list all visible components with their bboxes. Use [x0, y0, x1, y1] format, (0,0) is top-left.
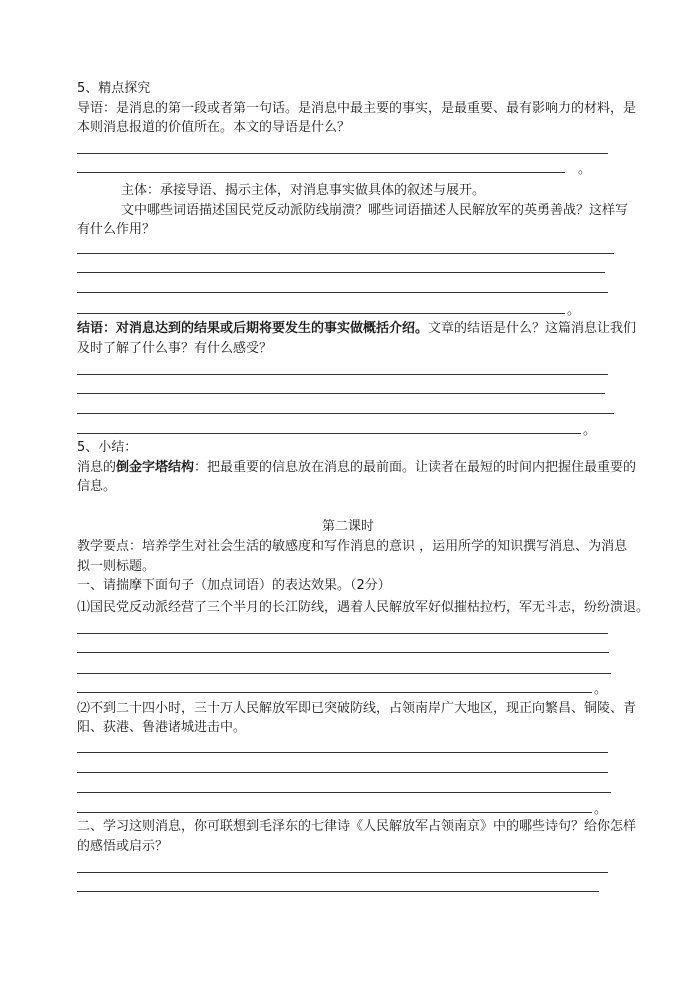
answer-line[interactable]	[77, 891, 599, 892]
lesson-title: 第二课时	[321, 519, 374, 534]
answer-line[interactable]	[77, 692, 592, 693]
answer-line[interactable]	[77, 633, 608, 634]
question-2-line2: 的感悟或启示？	[77, 839, 169, 854]
answer-line[interactable]	[77, 673, 611, 674]
body-question-line2: 有什么作用？	[77, 222, 156, 237]
period-mark: 。	[594, 802, 608, 817]
question-1-sentence-1: ⑴国民党反动派经营了三个半月的长江防线，遇着人民解放军好似摧枯拉朽，军无斗志，纷纷溃退。	[77, 600, 650, 615]
period-mark: 。	[578, 162, 592, 177]
answer-line[interactable]	[77, 433, 581, 434]
answer-line[interactable]	[77, 292, 608, 293]
answer-line[interactable]	[77, 272, 605, 273]
answer-line[interactable]	[77, 752, 608, 753]
conclusion-definition: 结语：对消息达到的结果或后期将要发生的事实做概括介绍。	[77, 321, 429, 336]
answer-line[interactable]	[77, 393, 605, 394]
period-mark: 。	[583, 423, 597, 438]
question-2-line1: 二、学习这则消息，你可联想到毛泽东的七律诗《人民解放军占领南京》中的哪些诗句？给你怎样	[77, 819, 637, 834]
inverted-pyramid-term: 倒金字塔结构	[116, 460, 195, 475]
section-heading-explore: 5、精点探究	[77, 81, 151, 96]
summary-heading: 5、小结：	[77, 440, 138, 455]
lead-definition-line1: 导语：是消息的第一段或者第一句话。是消息中最主要的事实，是最重要、最有影响力的材料，是	[77, 101, 637, 116]
question-1-sentence-2-line2: 阳、荻港、鲁港诸城进击中。	[77, 720, 247, 735]
answer-line[interactable]	[77, 812, 592, 813]
answer-line[interactable]	[77, 374, 608, 375]
answer-line[interactable]	[77, 153, 608, 154]
teaching-points-line1: 教学要点：培养学生对社会生活的敏感度和写作消息的意识 ，运用所学的知识撰写消息、为消息	[77, 539, 628, 554]
question-1: 一、请揣摩下面句子（加点词语）的表达效果。（2分）	[77, 578, 391, 593]
period-mark: 。	[567, 303, 581, 318]
period-mark: 。	[594, 682, 608, 697]
answer-line[interactable]	[77, 652, 609, 653]
answer-line[interactable]	[77, 792, 611, 793]
answer-line[interactable]	[77, 313, 565, 314]
body-question-line1: 文中哪些词语描述国民党反动派防线崩溃？哪些词语描述人民解放军的英勇善战？这样写	[121, 203, 629, 218]
conclusion-question: 文章的结语是什么？这篇消息让我们	[428, 321, 637, 336]
answer-line[interactable]	[77, 872, 608, 873]
lead-definition-line2: 本则消息报道的价值所在。本文的导语是什么？	[77, 120, 351, 135]
question-1-sentence-2-line1: ⑵不到二十四小时，三十万人民解放军即已突破防线，占领南岸广大地区，现正向繁昌、铜陵、青	[77, 701, 637, 716]
answer-line[interactable]	[77, 253, 614, 254]
answer-line[interactable]	[77, 413, 614, 414]
teaching-points-line2: 拟一则标题。	[77, 559, 156, 574]
conclusion-line1	[77, 321, 636, 337]
body-definition: 主体：承接导语、揭示主体，对消息事实做具体的叙述与展开。	[121, 183, 486, 198]
answer-line[interactable]	[77, 172, 565, 173]
summary-line1: 消息的倒金字塔结构：把最重要的信息放在消息的最前面。让读者在最短的时间内把握住最重要的	[77, 460, 637, 475]
conclusion-line2: 及时了解了什么事？有什么感受？	[77, 341, 273, 356]
answer-line[interactable]	[77, 772, 608, 773]
summary-line2: 信息。	[77, 479, 117, 494]
